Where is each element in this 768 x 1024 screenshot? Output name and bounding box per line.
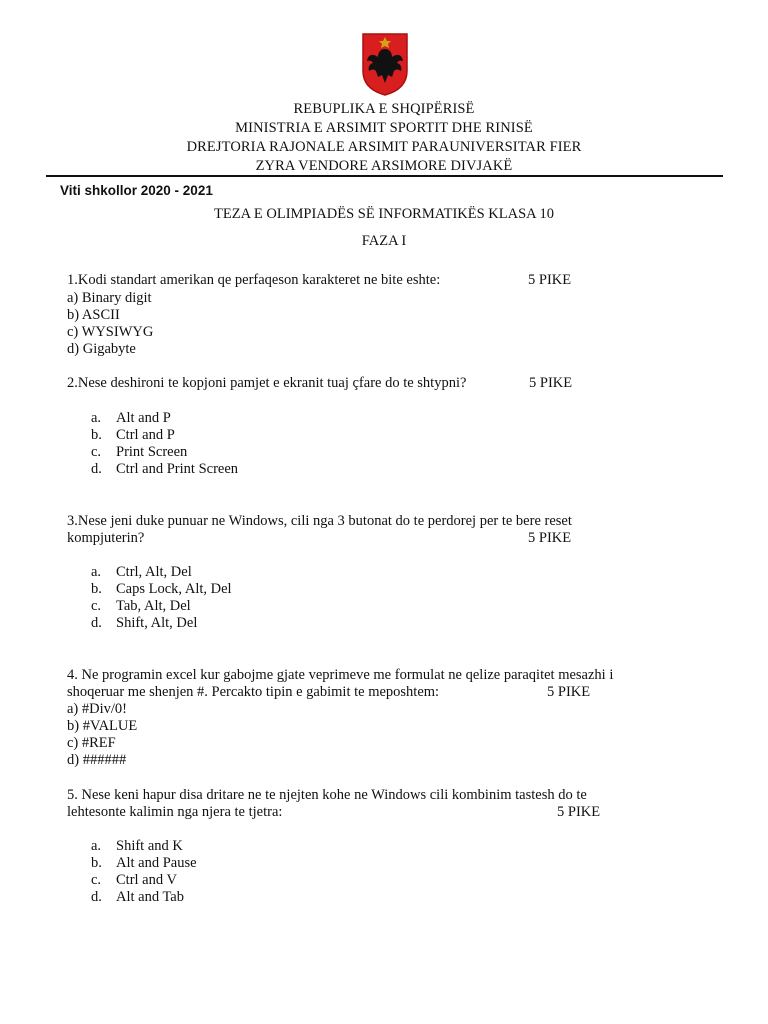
question-points: 5 PIKE <box>557 804 601 820</box>
option-c: Tab, Alt, Del <box>116 598 191 614</box>
question-text: 5. Nese keni hapur disa dritare ne te njejten kohe ne Windows cili kombinim tastesh do te <box>67 787 587 803</box>
school-year: Viti shkollor 2020 - 2021 <box>60 183 213 198</box>
option-a: a) #Div/0! <box>67 701 127 717</box>
question-points: 5 PIKE <box>528 272 572 288</box>
question-text-cont: kompjuterin? <box>67 530 145 546</box>
option-label: c. <box>91 598 102 614</box>
question-points: 5 PIKE <box>528 530 572 546</box>
exam-title: TEZA E OLIMPIADËS SË INFORMATIKËS KLASA 10 <box>214 206 554 222</box>
option-a: Shift and K <box>116 838 183 854</box>
header-line-country: REBUPLIKA E SHQIPËRISË <box>293 101 475 117</box>
header-line-office: ZYRA VENDORE ARSIMORE DIVJAKË <box>255 158 513 174</box>
header-line-ministry: MINISTRIA E ARSIMIT SPORTIT DHE RINISË <box>235 120 533 136</box>
option-c: c) WYSIWYG <box>67 324 154 340</box>
option-b: Alt and Pause <box>116 855 197 871</box>
option-b: Ctrl and P <box>116 427 175 443</box>
question-text-cont: lehtesonte kalimin nga njera te tjetra: <box>67 804 283 820</box>
question-points: 5 PIKE <box>529 375 573 391</box>
option-b: b) ASCII <box>67 307 120 323</box>
option-label: d. <box>91 889 102 905</box>
option-d: Alt and Tab <box>116 889 184 905</box>
question-text: 4. Ne programin excel kur gabojme gjate veprimeve me formulat ne qelize paraqitet mesazhi i <box>67 667 614 683</box>
question-text-cont: shoqeruar me shenjen #. Percakto tipin e gabimit te meposhtem: <box>67 684 440 700</box>
option-d: d) ###### <box>67 752 127 768</box>
option-c: Ctrl and V <box>116 872 177 888</box>
option-d: d) Gigabyte <box>67 341 136 357</box>
option-label: d. <box>91 615 102 631</box>
question-text: 3.Nese jeni duke punuar ne Windows, cili nga 3 butonat do te perdorej per te bere reset <box>67 513 572 529</box>
question-text: 2.Nese deshironi te kopjoni pamjet e ekranit tuaj çfare do te shtypni? <box>67 375 467 391</box>
phase-title: FAZA I <box>361 233 407 249</box>
option-c: Print Screen <box>116 444 188 460</box>
option-a: Alt and P <box>116 410 171 426</box>
option-label: a. <box>91 410 102 426</box>
option-label: b. <box>91 855 102 871</box>
question-points: 5 PIKE <box>547 684 591 700</box>
option-a: Ctrl, Alt, Del <box>116 564 192 580</box>
albanian-eagle-icon <box>360 31 410 97</box>
option-b: Caps Lock, Alt, Del <box>116 581 232 597</box>
header-line-directorate: DREJTORIA RAJONALE ARSIMIT PARAUNIVERSITAR FIER <box>186 139 582 155</box>
option-c: c) #REF <box>67 735 116 751</box>
option-label: c. <box>91 872 102 888</box>
option-label: c. <box>91 444 102 460</box>
option-a: a) Binary digit <box>67 290 152 306</box>
option-d: Shift, Alt, Del <box>116 615 198 631</box>
header-divider <box>46 175 723 177</box>
option-label: b. <box>91 427 102 443</box>
option-d: Ctrl and Print Screen <box>116 461 239 477</box>
question-text: 1.Kodi standart amerikan qe perfaqeson karakteret ne bite eshte: <box>67 272 441 288</box>
option-label: b. <box>91 581 102 597</box>
option-label: d. <box>91 461 102 477</box>
option-label: a. <box>91 564 102 580</box>
option-label: a. <box>91 838 102 854</box>
option-b: b) #VALUE <box>67 718 138 734</box>
